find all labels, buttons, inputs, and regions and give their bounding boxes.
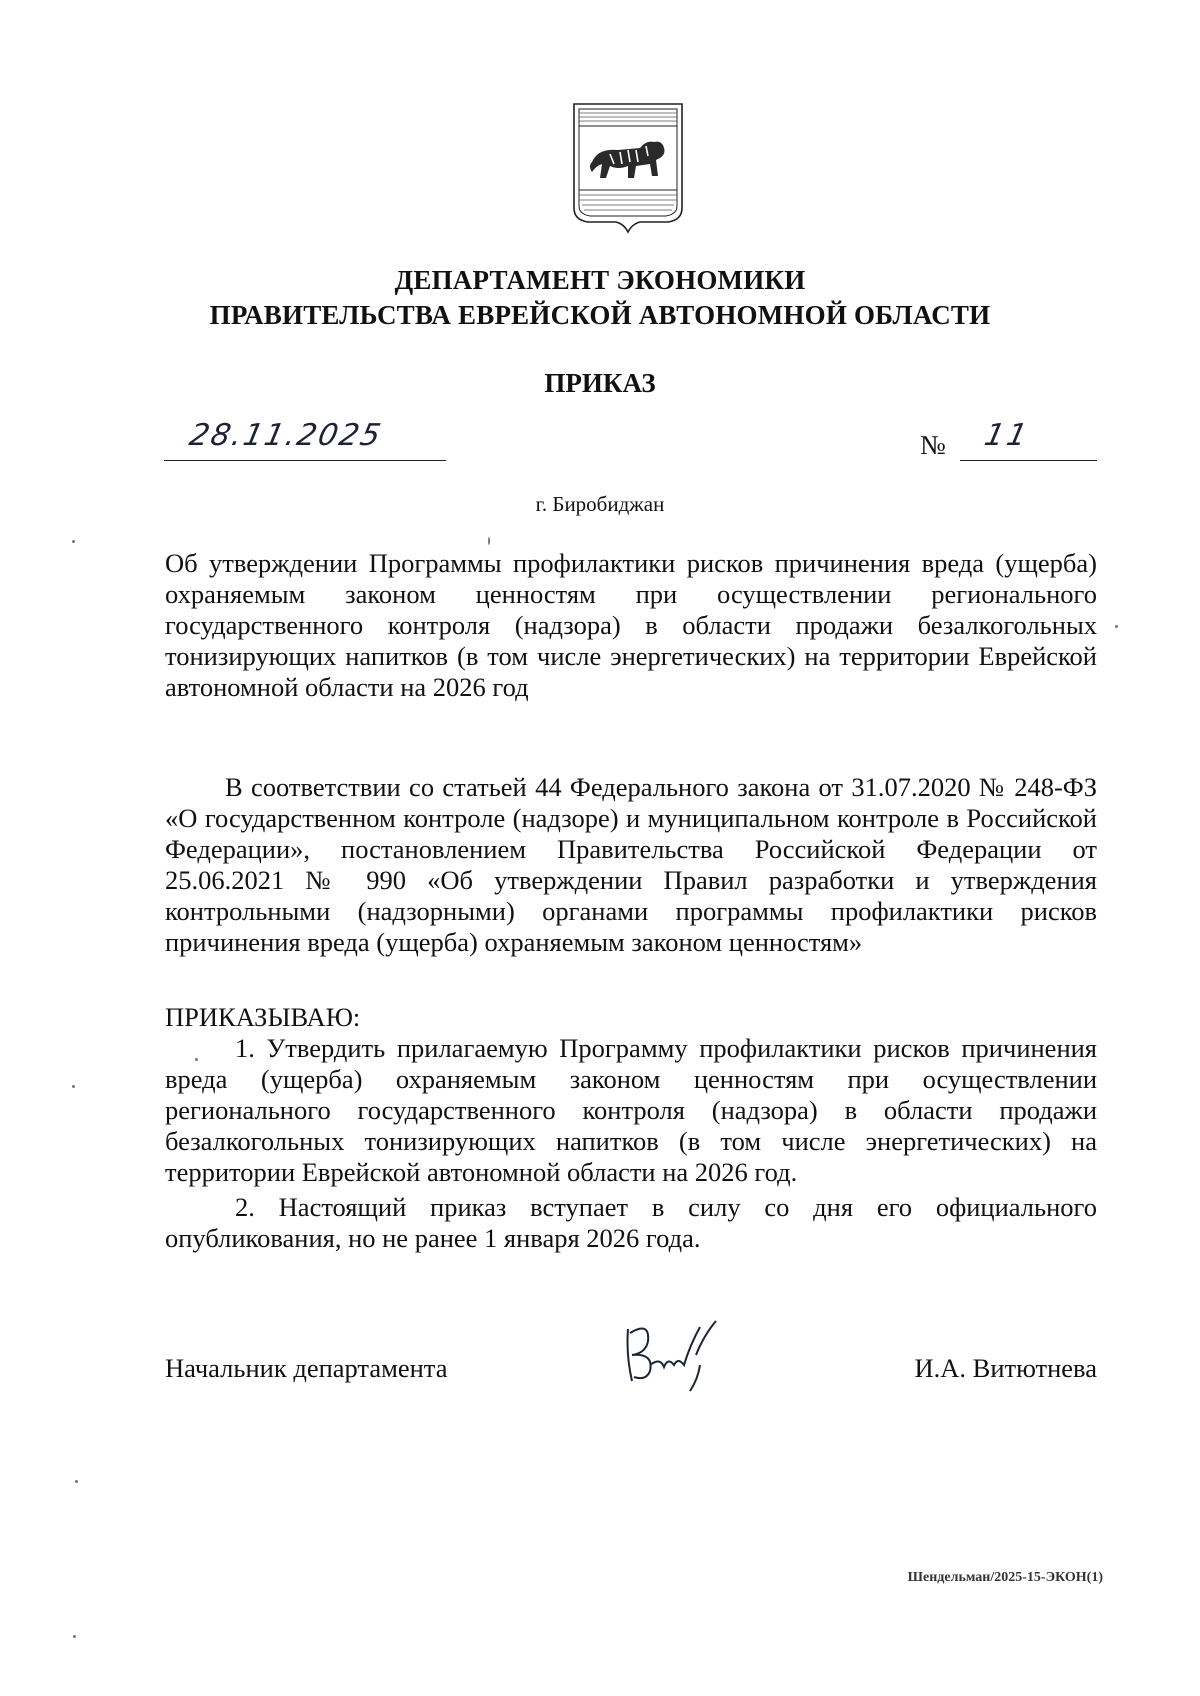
scan-speck: [488, 537, 490, 545]
handwritten-signature: [620, 1315, 730, 1395]
document-subject: [165, 548, 1097, 703]
scan-speck: [72, 1085, 75, 1088]
order-item-2: [165, 1192, 1097, 1254]
scan-speck: [75, 1480, 78, 1483]
order-keyword: ПРИКАЗЫВАЮ:: [165, 1002, 361, 1032]
city-label: г. Биробиджан: [535, 492, 665, 516]
scan-speck: [1115, 625, 1118, 628]
coat-of-arms-emblem: [570, 100, 686, 234]
handwritten-number: 11: [981, 418, 1033, 453]
handwritten-date: 28.11.2025: [186, 418, 386, 453]
date-underline: [164, 460, 446, 461]
order-item-1: [165, 1033, 1097, 1188]
footer-document-code: Шендельман/2025-15-ЭКОН(1): [907, 1570, 1103, 1585]
order-item-2-text: 2. Настоящий приказ вступает в силу со дня его официального опубликования, но не ранее 1 января 2026 года.: [165, 1192, 1097, 1253]
preamble-paragraph: [165, 772, 1097, 958]
preamble-text: В соответствии со статьей 44 Федерального закона от 31.07.2020 № 248-ФЗ «О государственном контроле (надзоре) и муниципальном контроле в Российской Федерации», постановлением Правительства Российской Федерации от 25.06.2021 № 990 «Об утверждении Правил разработки и утверждения контрольными (надзорными) органами программы профилактики рисков причинения вреда (ущерба) охраняемым законом ценностям»: [165, 772, 1097, 957]
org-name-line1: ДЕПАРТАМЕНТ ЭКОНОМИКИ: [394, 265, 806, 295]
subject-text: Об утверждении Программы профилактики рисков причинения вреда (ущерба) охраняемым законом ценностям при осуществлении регионального государственного контроля (надзора) в области продажи безалкогольных тонизирующих напитков (в том числе энергетических) на территории Еврейской автономной области на 2026 год: [165, 548, 1097, 702]
number-underline: [960, 460, 1097, 461]
scan-speck: [73, 1635, 76, 1638]
org-name-line2: ПРАВИТЕЛЬСТВА ЕВРЕЙСКОЙ АВТОНОМНОЙ ОБЛАСТИ: [209, 300, 991, 330]
scan-speck: [195, 1058, 198, 1061]
signer-title: Начальник департамента: [165, 1353, 448, 1383]
signer-name: И.А. Витютнева: [914, 1353, 1097, 1383]
number-label: №: [920, 430, 946, 460]
order-item-1-text: 1. Утвердить прилагаемую Программу профилактики рисков причинения вреда (ущерба) охраняемым законом ценностям при осуществлении регионального государственного контроля (надзора) в области продажи безалкогольных тонизирующих напитков (в том числе энергетических) на территории Еврейской автономной области на 2026 год.: [165, 1033, 1097, 1187]
document-type-title: ПРИКАЗ: [544, 368, 656, 398]
scan-speck: [72, 540, 75, 543]
